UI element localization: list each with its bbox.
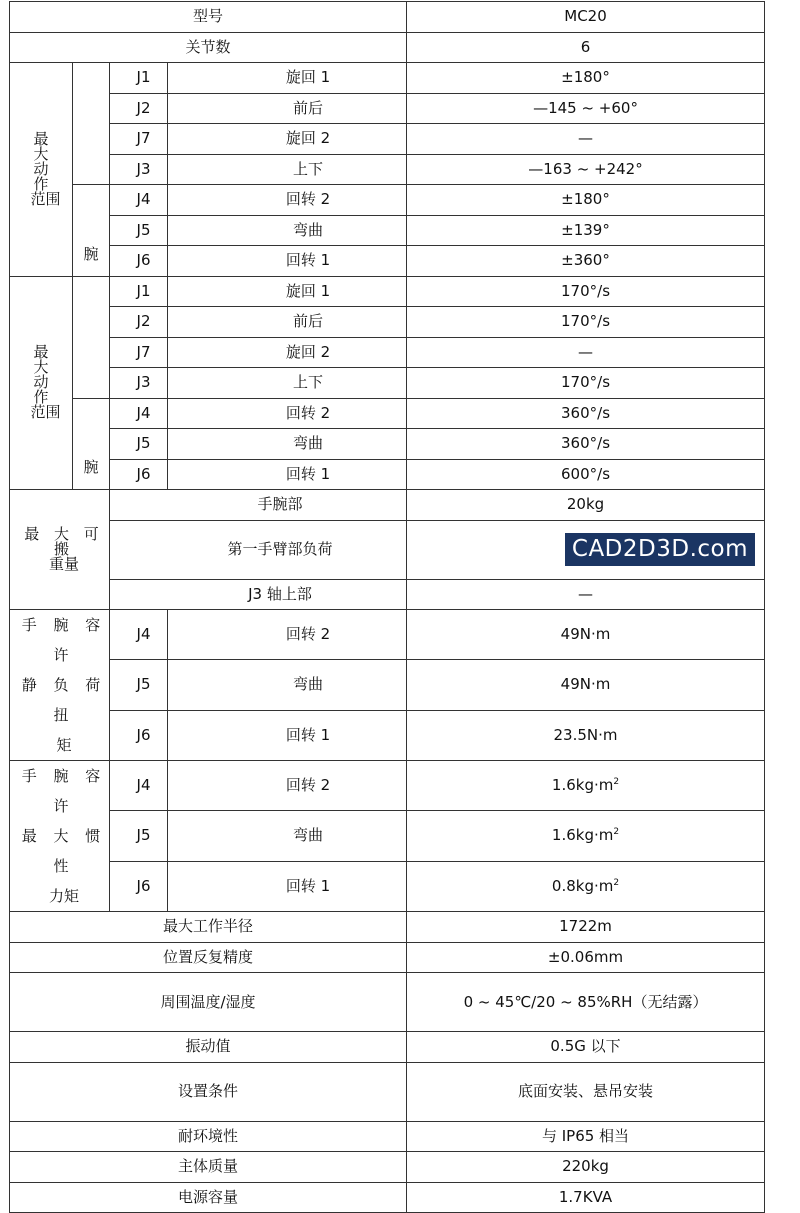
torque-group-label: 手 腕 容 许 静 负 荷 扭 矩 [10, 610, 110, 761]
spec-table [9, 1, 765, 1213]
inertia-group-label: 手 腕 容 许 最 大 惯 性 力矩 [10, 761, 110, 912]
value-cell: —145 ~ +60° [407, 93, 765, 124]
value-cell: 23.5N·m [407, 710, 765, 760]
inertia-row [10, 811, 765, 861]
value-cell: $0.8kg\cdot m^2$ [407, 861, 765, 911]
part-cell: 前后 [168, 307, 407, 338]
joint-cell: J5 [110, 660, 168, 710]
part-cell: 旋回 2 [168, 124, 407, 155]
spec-label: 电源容量 [10, 1182, 407, 1213]
part-cell: 旋回 2 [168, 337, 407, 368]
speed-row [10, 459, 765, 490]
value-cell: $1.6kg\cdot m^2$ [407, 811, 765, 861]
part-cell: 弯曲 [168, 811, 407, 861]
spec-value: 1722m [407, 912, 765, 943]
axes-label: 关节数 [10, 32, 407, 63]
speed-group-label: 最 大 动 作 范围 [10, 276, 73, 490]
value-cell: 170°/s [407, 307, 765, 338]
joint-cell: J4 [110, 610, 168, 660]
range-row [10, 124, 765, 155]
joint-cell: J5 [110, 811, 168, 861]
speed-row [10, 307, 765, 338]
value-cell: $1.6kg\cdot m^2$ [407, 761, 765, 811]
joint-cell: J1 [110, 276, 168, 307]
payload-value [407, 520, 765, 579]
joint-cell: J5 [110, 215, 168, 246]
model-value: MC20 [407, 2, 765, 33]
joint-cell: J6 [110, 459, 168, 490]
part-cell: 回转 2 [168, 185, 407, 216]
joint-cell: J2 [110, 307, 168, 338]
payload-label: 第一手臂部负荷 [110, 520, 407, 579]
speed-row [10, 429, 765, 460]
value-cell: 600°/s [407, 459, 765, 490]
part-cell: 回转 2 [168, 761, 407, 811]
speed-row [10, 368, 765, 399]
spec-label: 振动值 [10, 1032, 407, 1063]
joint-cell: J6 [110, 246, 168, 277]
spec-label: 主体质量 [10, 1152, 407, 1183]
payload-group-label: 最 大 可 搬 重量 [10, 490, 110, 610]
range-arm-cell [73, 63, 110, 185]
spec-value: 与 IP65 相当 [407, 1121, 765, 1152]
spec-row [10, 1032, 765, 1063]
joint-cell: J6 [110, 861, 168, 911]
part-cell: 旋回 1 [168, 63, 407, 94]
value-cell: 170°/s [407, 368, 765, 399]
payload-value: 20kg [407, 490, 765, 521]
joint-cell: J4 [110, 185, 168, 216]
value-cell: ±180° [407, 185, 765, 216]
part-cell: 前后 [168, 93, 407, 124]
part-cell: 旋回 1 [168, 276, 407, 307]
range-row [10, 93, 765, 124]
part-cell: 回转 2 [168, 398, 407, 429]
watermark-logo: CAD2D3D.com [565, 533, 755, 566]
spec-value: 220kg [407, 1152, 765, 1183]
range-row [10, 246, 765, 277]
part-cell: 回转 2 [168, 610, 407, 660]
part-cell: 弯曲 [168, 660, 407, 710]
range-row [10, 154, 765, 185]
joint-cell: J7 [110, 124, 168, 155]
payload-value: — [407, 579, 765, 610]
joint-cell: J6 [110, 710, 168, 760]
value-cell: 49N·m [407, 660, 765, 710]
value-cell: — [407, 124, 765, 155]
spec-row [10, 973, 765, 1032]
joint-cell: J4 [110, 398, 168, 429]
part-cell: 上下 [168, 368, 407, 399]
spec-label: 设置条件 [10, 1062, 407, 1121]
spec-row [10, 1182, 765, 1213]
spec-row [10, 1121, 765, 1152]
part-cell: 回转 1 [168, 459, 407, 490]
value-cell: 360°/s [407, 398, 765, 429]
spec-label: 周围温度/湿度 [10, 973, 407, 1032]
speed-row [10, 398, 765, 429]
value-cell: — [407, 337, 765, 368]
value-cell: —163 ~ +242° [407, 154, 765, 185]
range-row [10, 63, 765, 94]
joint-cell: J7 [110, 337, 168, 368]
spec-value: 1.7KVA [407, 1182, 765, 1213]
range-row [10, 215, 765, 246]
model-row [10, 2, 765, 33]
value-cell: 360°/s [407, 429, 765, 460]
payload-label: J3 轴上部 [110, 579, 407, 610]
spec-value: ±0.06mm [407, 942, 765, 973]
joint-cell: J3 [110, 154, 168, 185]
payload-row [10, 579, 765, 610]
model-label: 型号 [10, 2, 407, 33]
spec-value: 0.5G 以下 [407, 1032, 765, 1063]
range-wrist-label: 腕 [73, 185, 110, 277]
axes-value: 6 [407, 32, 765, 63]
joint-cell: J2 [110, 93, 168, 124]
torque-row [10, 710, 765, 760]
value-cell: 49N·m [407, 610, 765, 660]
axes-row [10, 32, 765, 63]
value-cell: ±139° [407, 215, 765, 246]
value-cell: ±180° [407, 63, 765, 94]
joint-cell: J5 [110, 429, 168, 460]
spec-row [10, 1062, 765, 1121]
range-row [10, 185, 765, 216]
speed-arm-cell [73, 276, 110, 398]
spec-value: 0 ~ 45℃/20 ~ 85%RH（无结露） [407, 973, 765, 1032]
torque-row [10, 610, 765, 660]
spec-label: 位置反复精度 [10, 942, 407, 973]
joint-cell: J1 [110, 63, 168, 94]
speed-row [10, 337, 765, 368]
joint-cell: J4 [110, 761, 168, 811]
spec-row [10, 1152, 765, 1183]
payload-label: 手腕部 [110, 490, 407, 521]
value-cell: ±360° [407, 246, 765, 277]
payload-row [10, 490, 765, 521]
spec-row [10, 912, 765, 943]
speed-wrist-label: 腕 [73, 398, 110, 490]
inertia-row [10, 761, 765, 811]
joint-cell: J3 [110, 368, 168, 399]
range-group-label: 最 大 动 作 范围 [10, 63, 73, 277]
inertia-row [10, 861, 765, 911]
part-cell: 回转 1 [168, 861, 407, 911]
speed-row [10, 276, 765, 307]
spec-label: 耐环境性 [10, 1121, 407, 1152]
spec-label: 最大工作半径 [10, 912, 407, 943]
part-cell: 上下 [168, 154, 407, 185]
spec-value: 底面安装、悬吊安装 [407, 1062, 765, 1121]
spec-row [10, 942, 765, 973]
part-cell: 弯曲 [168, 215, 407, 246]
part-cell: 弯曲 [168, 429, 407, 460]
torque-row [10, 660, 765, 710]
part-cell: 回转 1 [168, 710, 407, 760]
part-cell: 回转 1 [168, 246, 407, 277]
value-cell: 170°/s [407, 276, 765, 307]
payload-row [10, 520, 765, 579]
